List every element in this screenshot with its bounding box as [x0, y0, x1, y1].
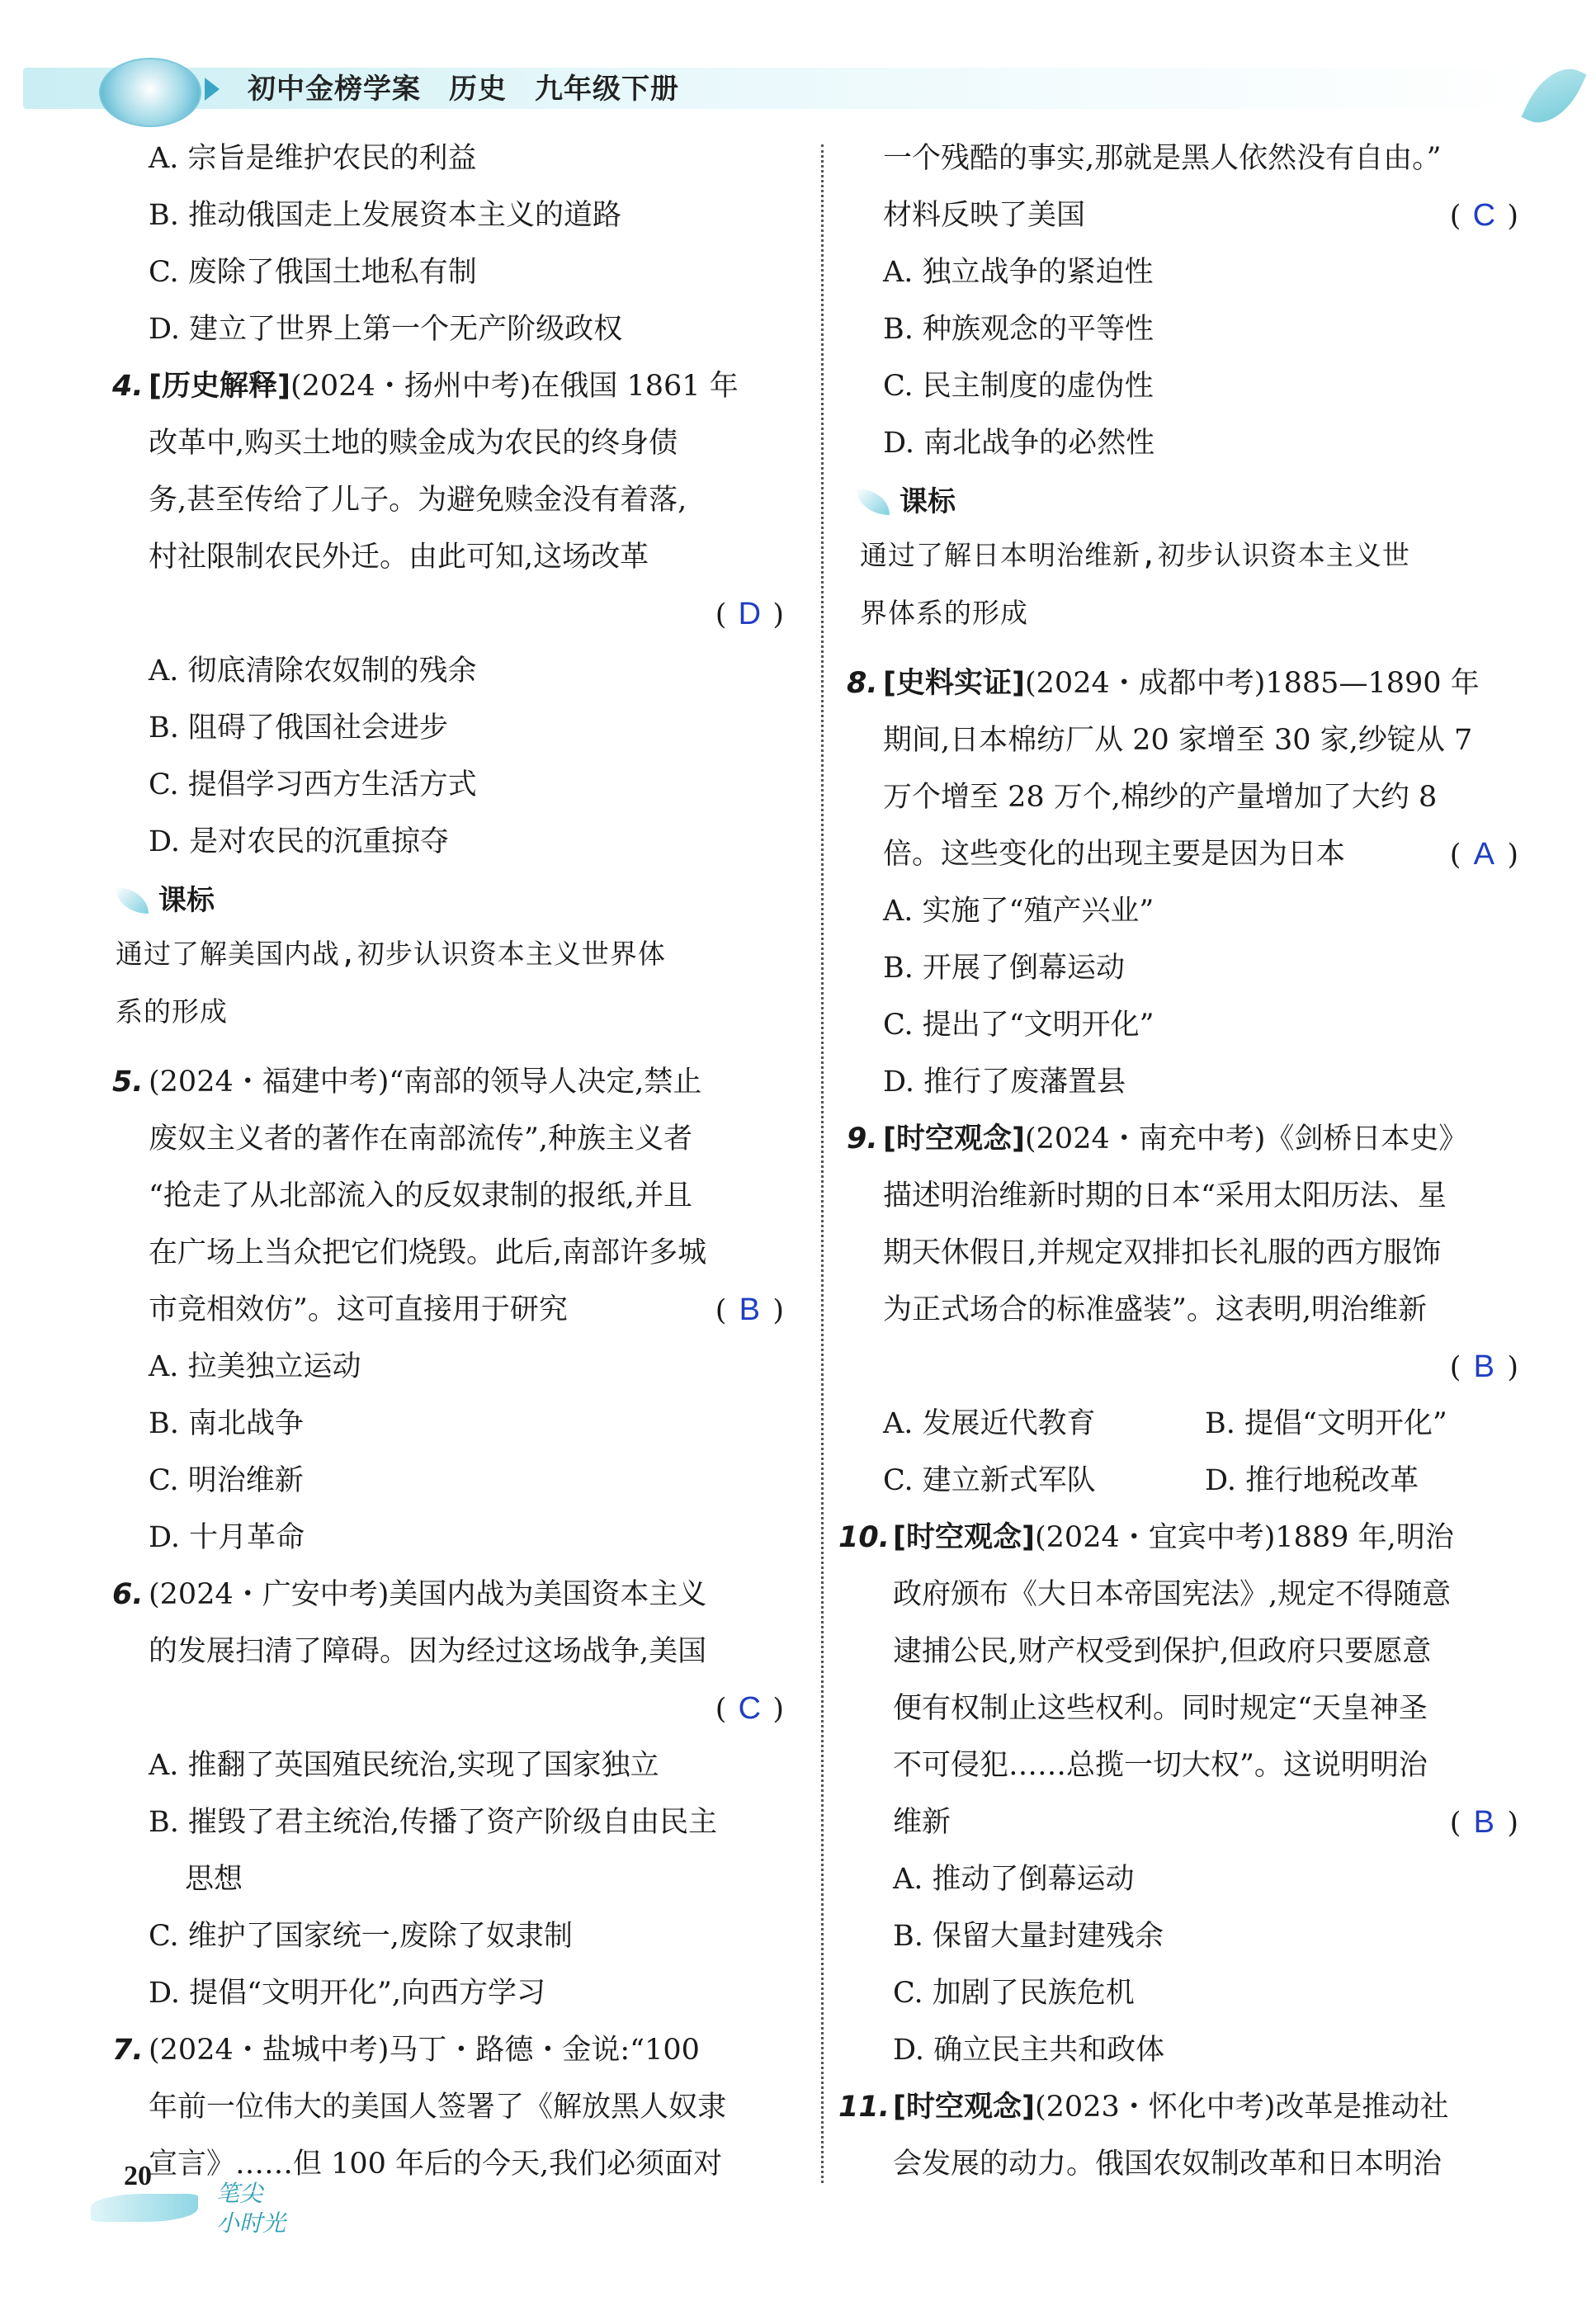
question-text: 期间,日本棉纺厂从 20 家增至 30 家,纱锭从 7: [883, 724, 1473, 757]
question-text: 改革中,购买土地的赎金成为农民的终身债: [149, 427, 678, 460]
book-name: 初中金榜学案: [248, 73, 421, 106]
question-text: 会发展的动力。俄国农奴制改革和日本明治: [893, 2148, 1443, 2181]
answer-box: ( C ): [715, 1680, 784, 1738]
question-tag: [时空观念]: [883, 1122, 1025, 1156]
answer-box: ( B ): [1450, 1339, 1518, 1397]
question-text: (2024・福建中考)“南部的领导人决定,禁止: [149, 1066, 702, 1099]
answer-box: ( C ): [1450, 187, 1518, 245]
question-text: 描述明治维新时期的日本“采用太阳历法、星: [883, 1179, 1447, 1212]
option-b: B. 开展了倒幕运动: [883, 952, 1125, 985]
question-text: (2023・怀化中考)改革是推动社: [1035, 2091, 1449, 2124]
question-text: 为正式场合的标准盛装”。这表明,明治维新: [883, 1293, 1428, 1326]
answer-letter: B: [1473, 1349, 1495, 1384]
option-a: A. 彻底清除农奴制的残余: [149, 655, 477, 688]
right-column: [838, 130, 1527, 2193]
standard-label: 课标: [158, 884, 215, 917]
question-9: [847, 1111, 1527, 1510]
question-number: 4.: [112, 370, 144, 403]
option-d: D. 确立民主共和政体: [893, 2034, 1165, 2067]
question-text: (2024・扬州中考)在俄国 1861 年: [290, 370, 739, 403]
question-text: 的发展扫清了障碍。因为经过这场战争,美国: [149, 1635, 707, 1668]
question-text: 维新: [893, 1806, 951, 1839]
answer-letter: C: [1472, 198, 1496, 233]
question-text: 期天休假日,并规定双排扣长礼服的西方服饰: [883, 1236, 1442, 1269]
option-d: D. 是对农民的沉重掠夺: [149, 825, 450, 858]
standard-text: 通过了解日本明治维新,初步认识资本主义世: [860, 539, 1410, 571]
question-text: 村社限制农民外迁。由此可知,这场改革: [149, 541, 649, 574]
answer-letter: A: [1473, 837, 1495, 872]
option-c: C. 维护了国家统一,废除了奴隶制: [149, 1920, 573, 1953]
subject-name: 历史: [449, 73, 507, 106]
curriculum-standard-box: [116, 876, 792, 1041]
question-tag: [时空观念]: [893, 1521, 1035, 1554]
question-text: 政府颁布《大日本帝国宪法》,规定不得随意: [893, 1578, 1452, 1611]
question-text: (2024・南充中考)《剑桥日本史》: [1025, 1122, 1468, 1156]
option-a: A. 发展近代教育: [883, 1407, 1096, 1440]
question-text: 务,甚至传给了儿子。为避免赎金没有着落,: [149, 484, 687, 517]
footer-slogan-line: 小时光: [216, 2209, 286, 2237]
answer-box: ( D ): [715, 586, 784, 644]
standard-text: 系的形成: [116, 995, 228, 1028]
option-c: C. 民主制度的虚伪性: [883, 370, 1154, 403]
question-text: 材料反映了美国: [883, 199, 1086, 232]
option-b: B. 种族观念的平等性: [883, 313, 1154, 346]
question-text: 逮捕公民,财产权受到保护,但政府只要愿意: [893, 1635, 1432, 1668]
question-text: 不可侵犯……总揽一切大权”。这说明明治: [893, 1749, 1428, 1782]
feather-icon: [91, 2194, 198, 2222]
q3-option-d: D. 建立了世界上第一个无产阶级政权: [149, 313, 623, 346]
question-tag: [史料实证]: [883, 667, 1025, 700]
question-text: (2024・宜宾中考)1889 年,明治: [1035, 1521, 1454, 1554]
question-number: 10.: [838, 1521, 890, 1554]
answer-box: ( A ): [1450, 826, 1518, 884]
left-column: [112, 130, 792, 2193]
book-logo-icon: [99, 58, 201, 127]
question-tag: [历史解释]: [149, 370, 290, 403]
page-header: [0, 50, 1596, 132]
standard-text: 通过了解美国内战,初步认识资本主义世界体: [116, 938, 666, 970]
question-11: [838, 2079, 1527, 2193]
question-6: [112, 1567, 792, 2022]
option-b: B. 提倡“文明开化”: [1205, 1407, 1447, 1440]
option-c: C. 明治维新: [149, 1464, 304, 1497]
option-a: A. 推翻了英国殖民统治,实现了国家独立: [149, 1749, 659, 1782]
option-d: D. 十月革命: [149, 1521, 305, 1554]
question-number: 6.: [112, 1578, 144, 1611]
option-a: A. 拉美独立运动: [149, 1350, 361, 1383]
option-d: D. 提倡“文明开化”,向西方学习: [149, 1977, 545, 2010]
question-text: 一个残酷的事实,那就是黑人依然没有自由。”: [883, 142, 1442, 175]
question-text: 市竞相效仿”。这可直接用于研究: [149, 1293, 568, 1326]
question-7-continued: [850, 130, 1527, 472]
option-d: D. 推行了废藩置县: [883, 1066, 1126, 1099]
option-b: B. 南北战争: [149, 1407, 304, 1440]
question-tag: [时空观念]: [893, 2091, 1035, 2124]
answer-letter: C: [738, 1691, 762, 1726]
footer-slogan-line: 笔尖: [216, 2180, 263, 2207]
option-c: C. 加剧了民族危机: [893, 1977, 1135, 2010]
question-text: 万个增至 28 万个,棉纱的产量增加了大约 8: [883, 781, 1438, 814]
question-10: [838, 1510, 1527, 2079]
grade-name: 九年级下册: [535, 73, 679, 106]
question-text: “抢走了从北部流入的反奴隶制的报纸,并且: [149, 1179, 693, 1212]
answer-letter: D: [738, 597, 762, 631]
page-number: 20: [124, 2161, 152, 2191]
question-number: 11.: [838, 2091, 890, 2124]
question-text: 在广场上当众把它们烧毁。此后,南部许多城: [149, 1236, 707, 1269]
option-d: D. 南北战争的必然性: [883, 427, 1155, 460]
question-7: [112, 2022, 792, 2193]
feather-icon: [857, 489, 890, 515]
option-c: C. 提出了“文明开化”: [883, 1009, 1155, 1042]
question-text: (2024・盐城中考)马丁・路德・金说:“100: [149, 2034, 700, 2067]
header-title: [248, 66, 707, 106]
question-number: 9.: [847, 1122, 878, 1156]
curriculum-standard-box: [850, 477, 1527, 642]
q3-option-a: A. 宗旨是维护农民的利益: [149, 142, 477, 175]
option-d: D. 推行地税改革: [1205, 1464, 1419, 1497]
question-4: [112, 358, 792, 871]
question-8: [847, 655, 1527, 1111]
question-text: (2024・广安中考)美国内战为美国资本主义: [149, 1578, 707, 1611]
option-b: B. 摧毁了君主统治,传播了资产阶级自由民主: [149, 1806, 718, 1839]
option-c: C. 提倡学习西方生活方式: [149, 768, 477, 801]
feather-icon: [116, 887, 149, 914]
question-number: 8.: [847, 667, 878, 700]
column-divider: [821, 144, 824, 2183]
question-number: 5.: [112, 1066, 144, 1099]
question-text: 便有权制止这些权利。同时规定“天皇神圣: [893, 1692, 1428, 1725]
question-text: 宣言》……但 100 年后的今天,我们必须面对: [149, 2148, 723, 2181]
footer-slogan: [216, 2179, 286, 2238]
question-number: 7.: [112, 2034, 144, 2067]
option-c: C. 建立新式军队: [883, 1464, 1096, 1497]
answer-box: ( B ): [715, 1282, 784, 1340]
q3-option-b: B. 推动俄国走上发展资本主义的道路: [149, 199, 621, 232]
question-text: (2024・成都中考)1885—1890 年: [1025, 667, 1480, 700]
question-text: 废奴主义者的著作在南部流传”,种族主义者: [149, 1122, 693, 1156]
option-a: A. 推动了倒幕运动: [893, 1863, 1135, 1896]
question-5: [112, 1054, 792, 1567]
option-b-continued: 思想: [185, 1863, 243, 1896]
option-b: B. 阻碍了俄国社会进步: [149, 711, 448, 744]
option-a: A. 独立战争的紧迫性: [883, 256, 1154, 289]
q3-option-c: C. 废除了俄国土地私有制: [149, 256, 477, 289]
question-text: 倍。这些变化的出现主要是因为日本: [883, 838, 1346, 871]
answer-box: ( B ): [1450, 1794, 1518, 1852]
standard-label: 课标: [900, 485, 956, 518]
standard-text: 界体系的形成: [860, 597, 1028, 629]
answer-letter: B: [1473, 1805, 1495, 1840]
option-a: A. 实施了“殖产兴业”: [883, 895, 1155, 928]
answer-letter: B: [739, 1293, 761, 1327]
question-text: 年前一位伟大的美国人签署了《解放黑人奴隶: [149, 2091, 727, 2124]
arrow-icon: [205, 78, 220, 101]
option-b: B. 保留大量封建残余: [893, 1920, 1164, 1953]
